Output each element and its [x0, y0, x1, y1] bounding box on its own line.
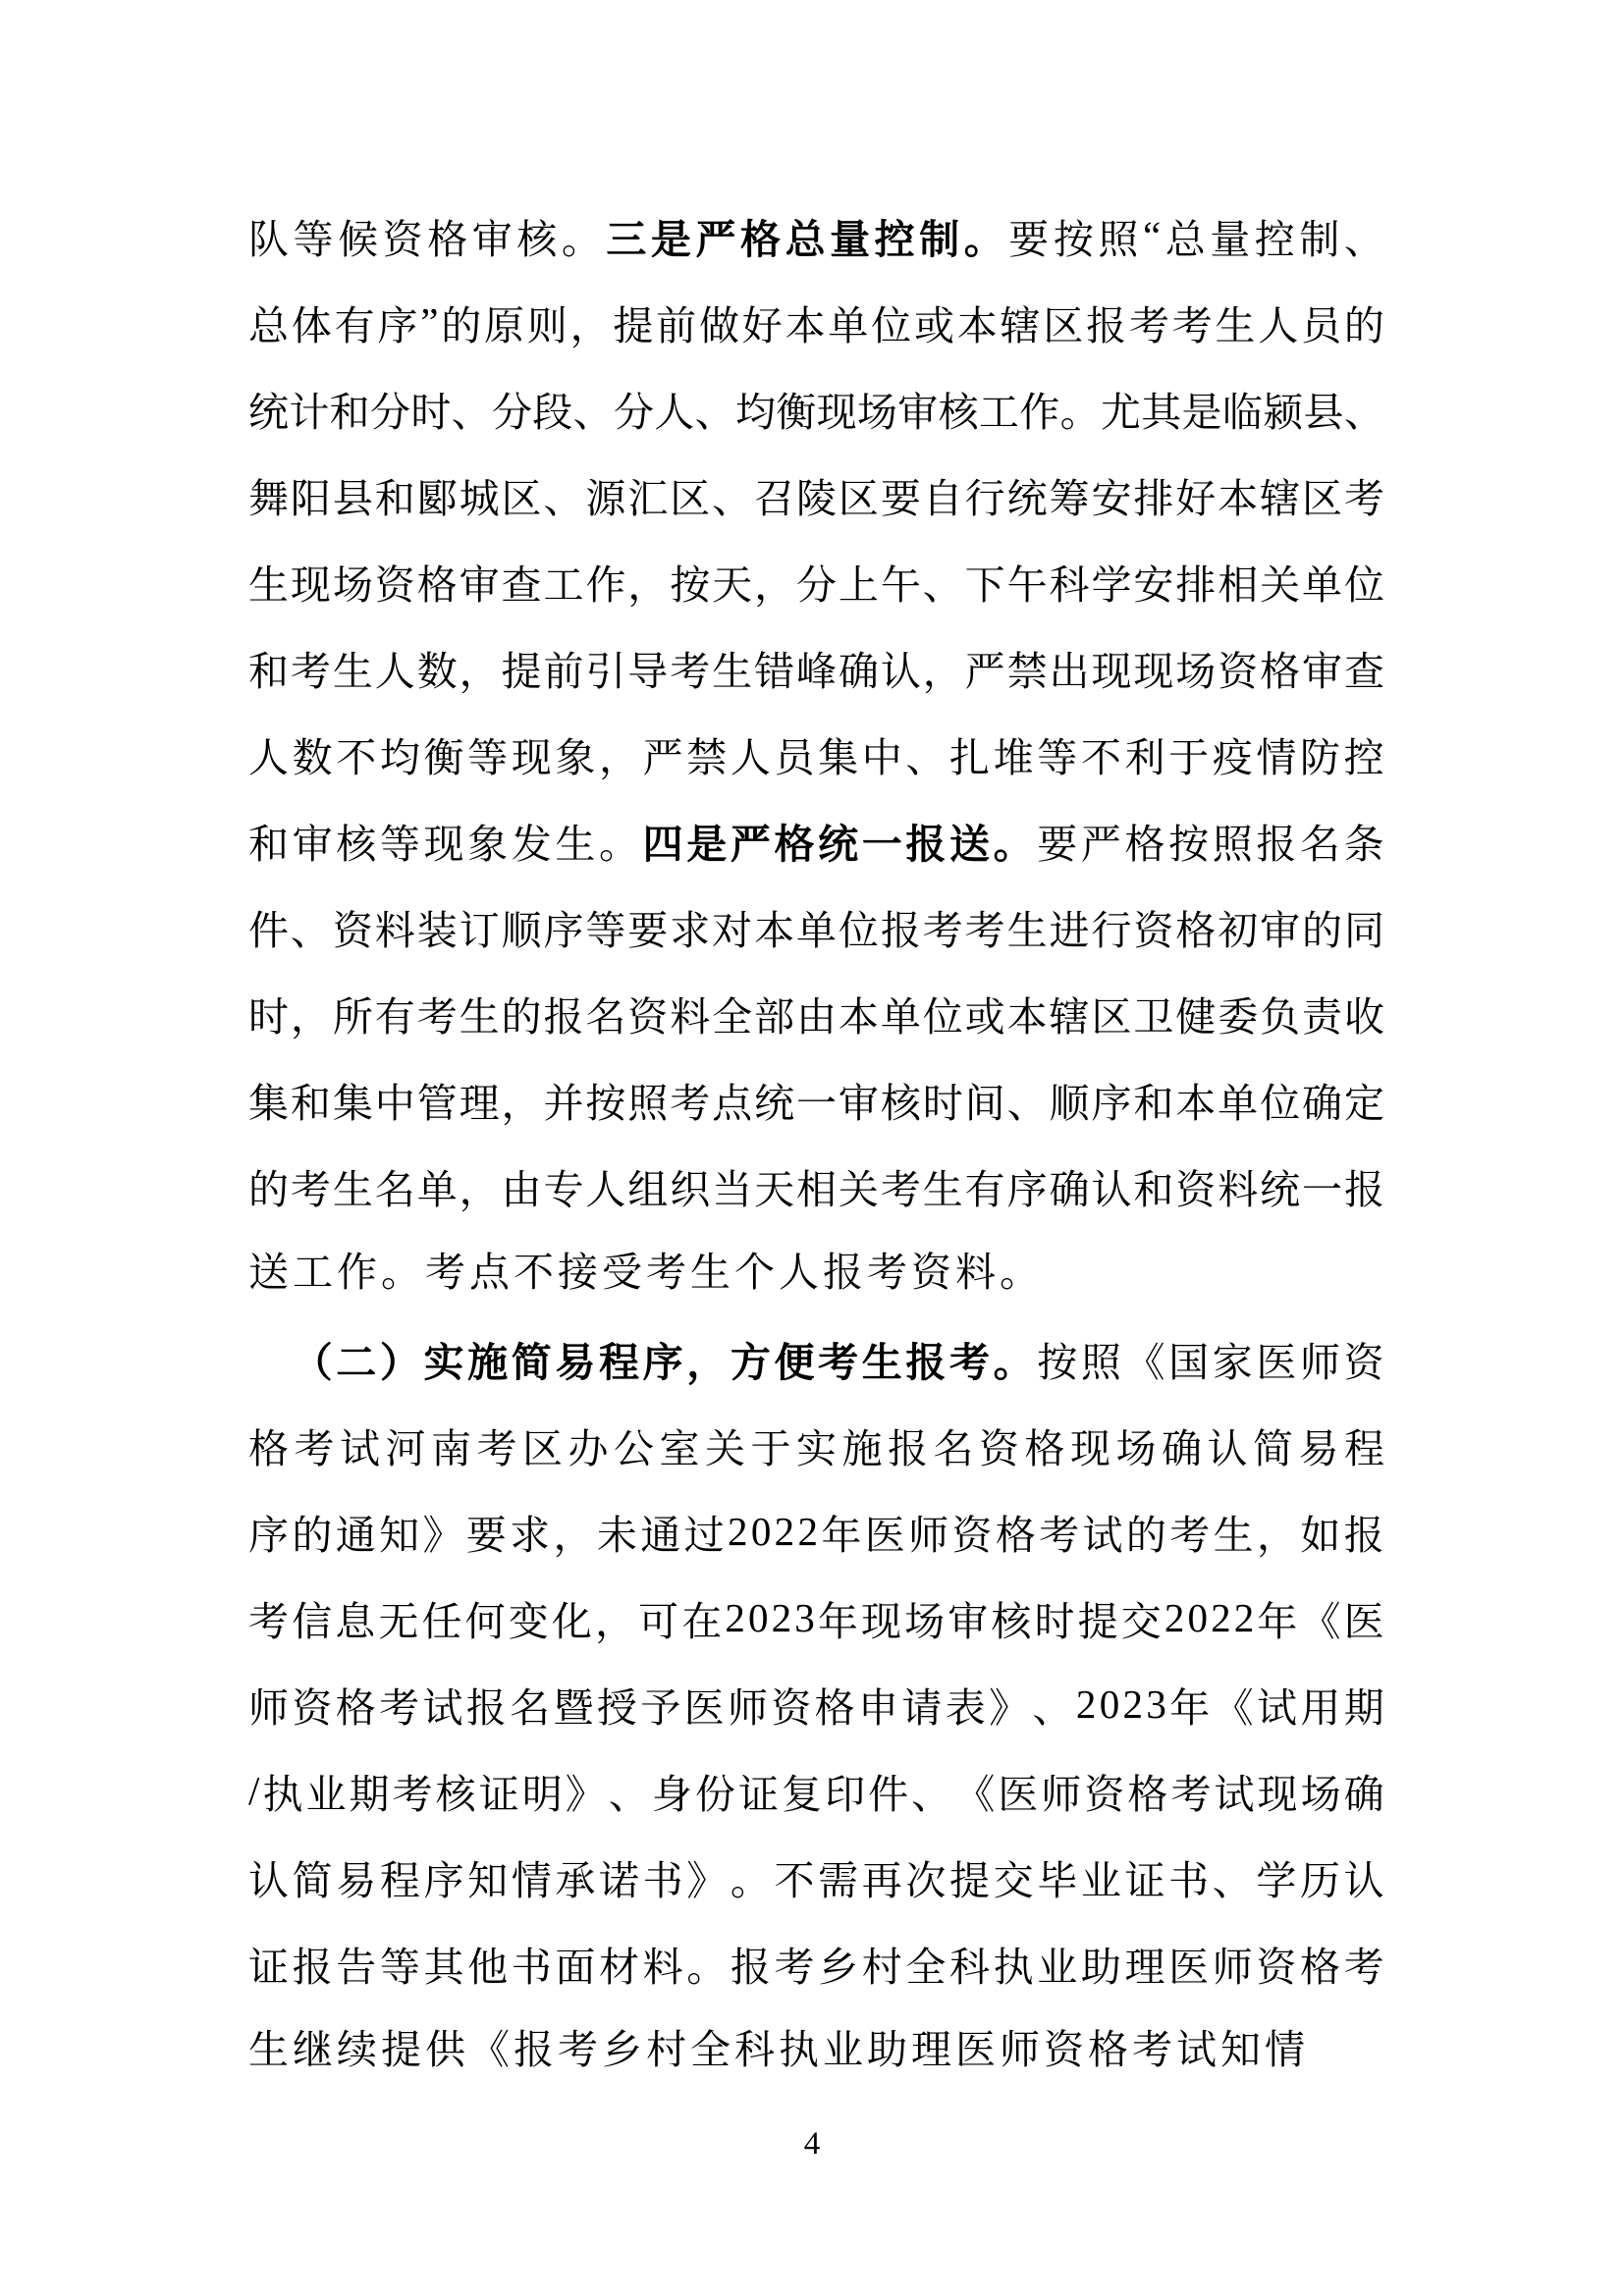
text-line: 送工作。考点不接受考生个人报考资料。 — [248, 1250, 1044, 1295]
text-line: 总 体 有 序 ” 的 原 则 ， 提 前 做 好 本 单 位 或 本 辖 区 报 考 考 生 人 员 的 — [248, 299, 1384, 348]
page-number: 4 — [803, 2126, 821, 2162]
text-line: 时 ， 所 有 考 生 的 报 名 资 料 全 部 由 本 单 位 或 本 辖 区 卫 健 委 负 责 收 — [248, 993, 1384, 1040]
text-line: 证 报 告 等 其 他 书 面 材 料 。 报 考 乡 村 全 科 执 业 助 理 医 师 资 格 考 — [248, 1944, 1384, 1990]
text-line: 格 考 试 河 南 考 区 办 公 室 关 于 实 施 报 名 资 格 现 场 确 认 简 易 程 — [248, 1425, 1384, 1471]
text-line: 队 等 候 资 格 审 核 。 三 是 严 格 总 量 控 制 。 要 按 照 “ 总 量 控 制 、 — [248, 213, 1384, 262]
text-line: 序 的 通 知 》 要 求 ， 未 通 过 2 0 2 2 年 医 师 资 格 考 试 的 考 生 ， 如 报 — [248, 1509, 1384, 1558]
text-line: 集 和 集 中 管 理 ， 并 按 照 考 点 统 一 审 核 时 间 、 顺 序 和 本 单 位 确 定 — [248, 1080, 1384, 1126]
text-line: 认 简 易 程 序 知 情 承 诺 书 》 。 不 需 再 次 提 交 毕 业 证 书 、 学 历 认 — [248, 1857, 1384, 1903]
text-line: 和 考 生 人 数 ， 提 前 引 导 考 生 错 峰 确 认 ， 严 禁 出 现 现 场 资 格 审 查 — [248, 648, 1384, 694]
text-line: 师 资 格 考 试 报 名 暨 授 予 医 师 资 格 申 请 表 》 、 2 0 2 3 年 《 试 用 期 — [248, 1682, 1384, 1731]
text-line: 考 信 息 无 任 何 变 化 ， 可 在 2 0 2 3 年 现 场 审 核 时 提 交 2 0 2 2 年 《 医 — [248, 1595, 1384, 1644]
text-line: 生继续提供《报考乡村全科执业助理医师资格考试知情 — [248, 2027, 1309, 2072]
text-line: 人 数 不 均 衡 等 现 象 ， 严 禁 人 员 集 中 、 扎 堆 等 不 利 于 疫 情 防 控 — [248, 734, 1384, 780]
text-line: / 执 业 期 考 核 证 明 》 、 身 份 证 复 印 件 、 《 医 师 资 格 考 试 现 场 确 — [248, 1768, 1384, 1817]
text-line: 和 审 核 等 现 象 发 生 。 四 是 严 格 统 一 报 送 。 要 严 格 按 照 报 名 条 — [248, 821, 1384, 867]
text-line: 件 、 资 料 装 订 顺 序 等 要 求 对 本 单 位 报 考 考 生 进 行 资 格 初 审 的 同 — [248, 907, 1384, 953]
text-line: 舞 阳 县 和 郾 城 区 、 源 汇 区 、 召 陵 区 要 自 行 统 筹 安 排 好 本 辖 区 考 — [248, 475, 1384, 521]
text-line: 生 现 场 资 格 审 查 工 作 ， 按 天 ， 分 上 午 、 下 午 科 学 安 排 相 关 单 位 — [248, 561, 1384, 608]
document-body — [248, 192, 1384, 2093]
text-line: 统 计 和 分 时 、 分 段 、 分 人 、 均 衡 现 场 审 核 工 作 。 尤 其 是 临 颍 县 、 — [248, 389, 1384, 435]
text-line: 的 考 生 名 单 ， 由 专 人 组 织 当 天 相 关 考 生 有 序 确 认 和 资 料 统 一 报 — [248, 1166, 1384, 1212]
text-line: （ 二 ） 实 施 简 易 程 序 ， 方 便 考 生 报 考 。 按 照 《 国 家 医 师 资 — [292, 1339, 1384, 1385]
